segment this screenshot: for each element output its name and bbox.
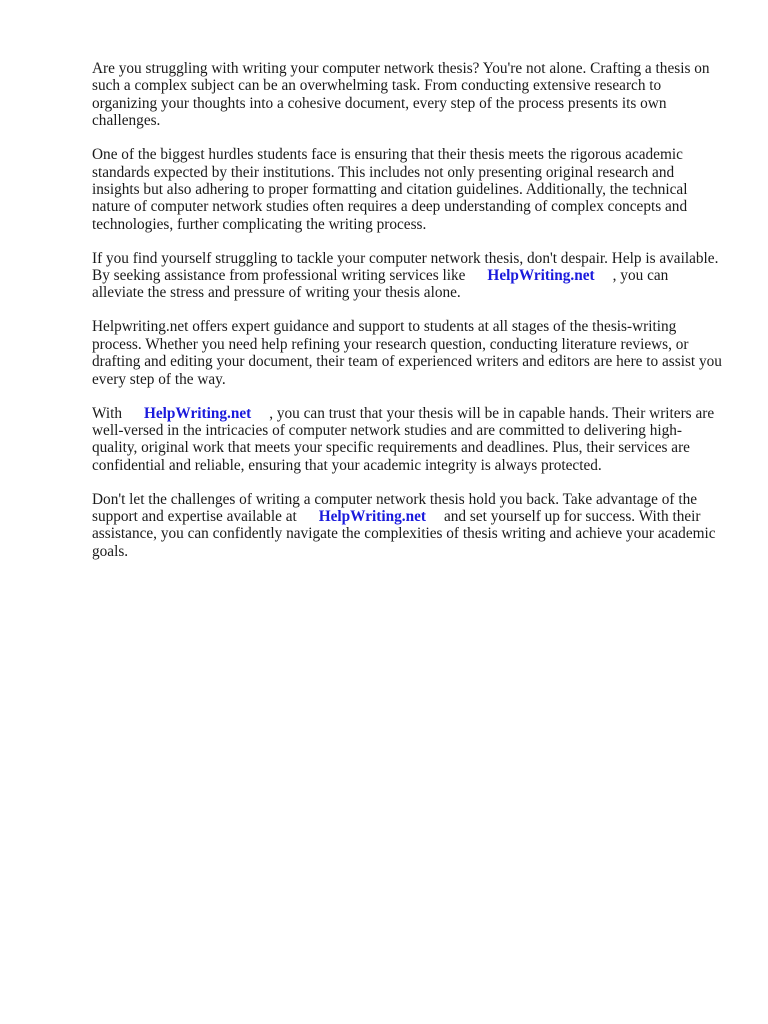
paragraph-conclusion [92,491,722,561]
paragraph-text-after-link: and set yourself up for success. With their assistance, you can confidently navigate the complexities of thesis writing and achieve your academic goals. [92,508,716,560]
paragraph-trust [92,405,722,475]
paragraph-text-before-link: Don't let the challenges of writing a computer network thesis hold you back. Take advantage of the support and expertise available at [92,490,698,526]
helpwriting-link[interactable]: HelpWriting.net [318,508,426,526]
paragraph-help-available [92,250,722,302]
paragraph-intro: Are you struggling with writing your computer network thesis? You're not alone. Crafting a thesis on such a complex subject can be an overwhelming task. From conducting extensive research to organizing your thoughts into a cohesive document, every step of the process presents its own challenges. [92,60,710,130]
document-body [92,60,722,577]
helpwriting-link[interactable]: HelpWriting.net [143,404,252,422]
paragraph-text-before-link: If you find yourself struggling to tackle your computer network thesis, don't despair. Help is available. By seeking assistance from professional writing services like [92,249,719,285]
helpwriting-link[interactable]: HelpWriting.net [487,267,595,285]
paragraph-guidance: Helpwriting.net offers expert guidance and support to students at all stages of the thesis-writing process. Whether you need help refining your research question, conducting literature reviews, or drafting and editing your document, their team of experienced writers and editors are here to assist you every step of the way. [92,318,722,388]
paragraph-hurdles: One of the biggest hurdles students face is ensuring that their thesis meets the rigorous academic standards expected by their institutions. This includes not only presenting original research and insights but also adhering to proper formatting and citation guidelines. Additionally, the technical nature of computer network studies often requires a deep understanding of complex concepts and technologies, further complicating the writing process. [92,146,688,233]
paragraph-text-after-link: , you can trust that your thesis will be in capable hands. Their writers are well-versed in the intricacies of computer network studies and are committed to delivering high-quality, original work that meets your specific requirements and deadlines. Plus, their services are confidential and reliable, ensuring that your academic integrity is always protected. [92,404,715,474]
paragraph-text-after-link: , you can alleviate the stress and pressure of writing your thesis alone. [92,267,669,302]
paragraph-text-before-link: With [92,404,122,422]
